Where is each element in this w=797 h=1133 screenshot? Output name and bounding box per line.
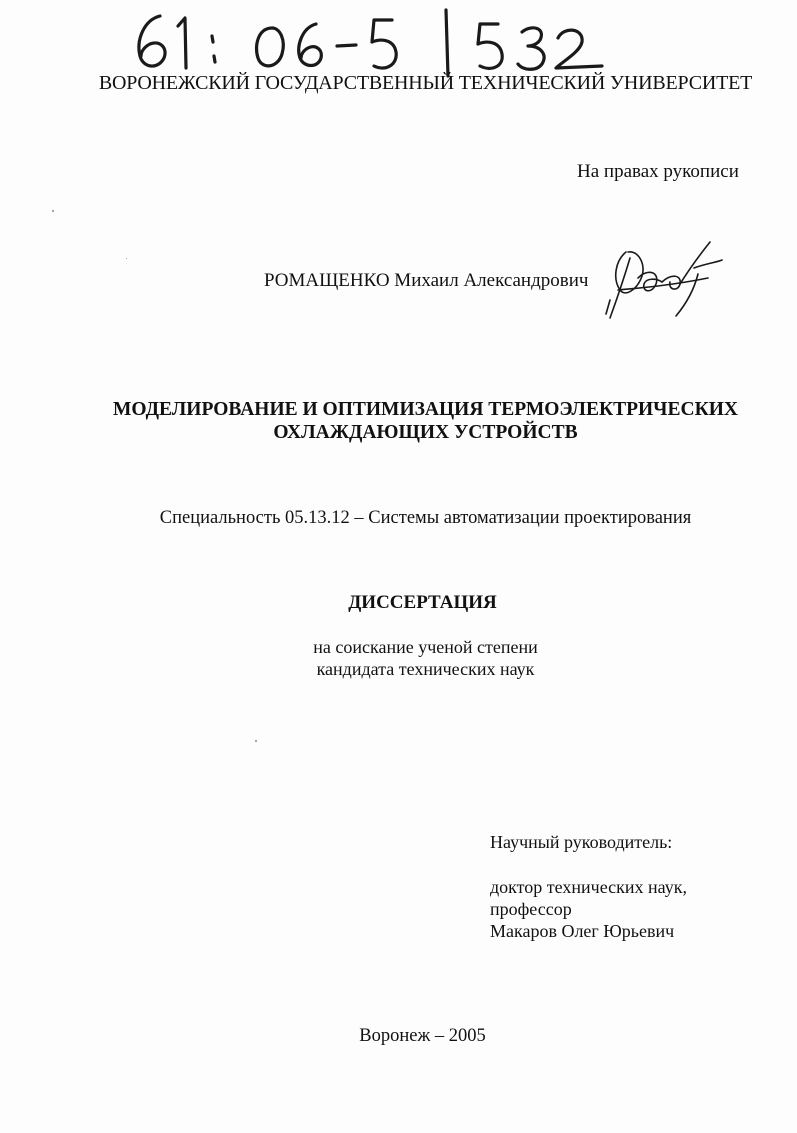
city-year: Воронеж – 2005 [359,1026,486,1046]
title-line: МОДЕЛИРОВАНИЕ И ОПТИМИЗАЦИЯ ТЕРМОЭЛЕКТРИЧЕСКИХ [113,399,738,420]
specialty: Специальность 05.13.12 – Системы автоматизации проектирования [159,508,692,528]
author-signature [598,238,733,326]
scan-speck [52,210,54,212]
degree-line: кандидата технических наук [316,659,535,679]
scan-speck [126,258,127,259]
dissertation-title [0,398,797,444]
supervisor-degree: доктор технических наук, [490,877,687,897]
supervisor-label: Научный руководитель: [490,832,673,852]
document-type: ДИССЕРТАЦИЯ [348,592,497,613]
handwritten-archive-number [130,6,620,78]
degree-sought [0,636,797,680]
supervisor-name: Макаров Олег Юрьевич [490,921,675,941]
university-name: ВОРОНЕЖСКИЙ ГОСУДАРСТВЕННЫЙ ТЕХНИЧЕСКИЙ УНИВЕРСИТЕТ [98,72,753,94]
degree-line: на соискание ученой степени [313,637,538,657]
supervisor-rank: профессор [490,899,572,919]
scan-speck [255,740,257,742]
manuscript-note: На правах рукописи [577,161,739,182]
author-name: РОМАЩЕНКО Михаил Александрович [264,270,589,291]
supervisor-info [490,876,687,942]
title-line: ОХЛАЖДАЮЩИХ УСТРОЙСТВ [273,422,578,443]
